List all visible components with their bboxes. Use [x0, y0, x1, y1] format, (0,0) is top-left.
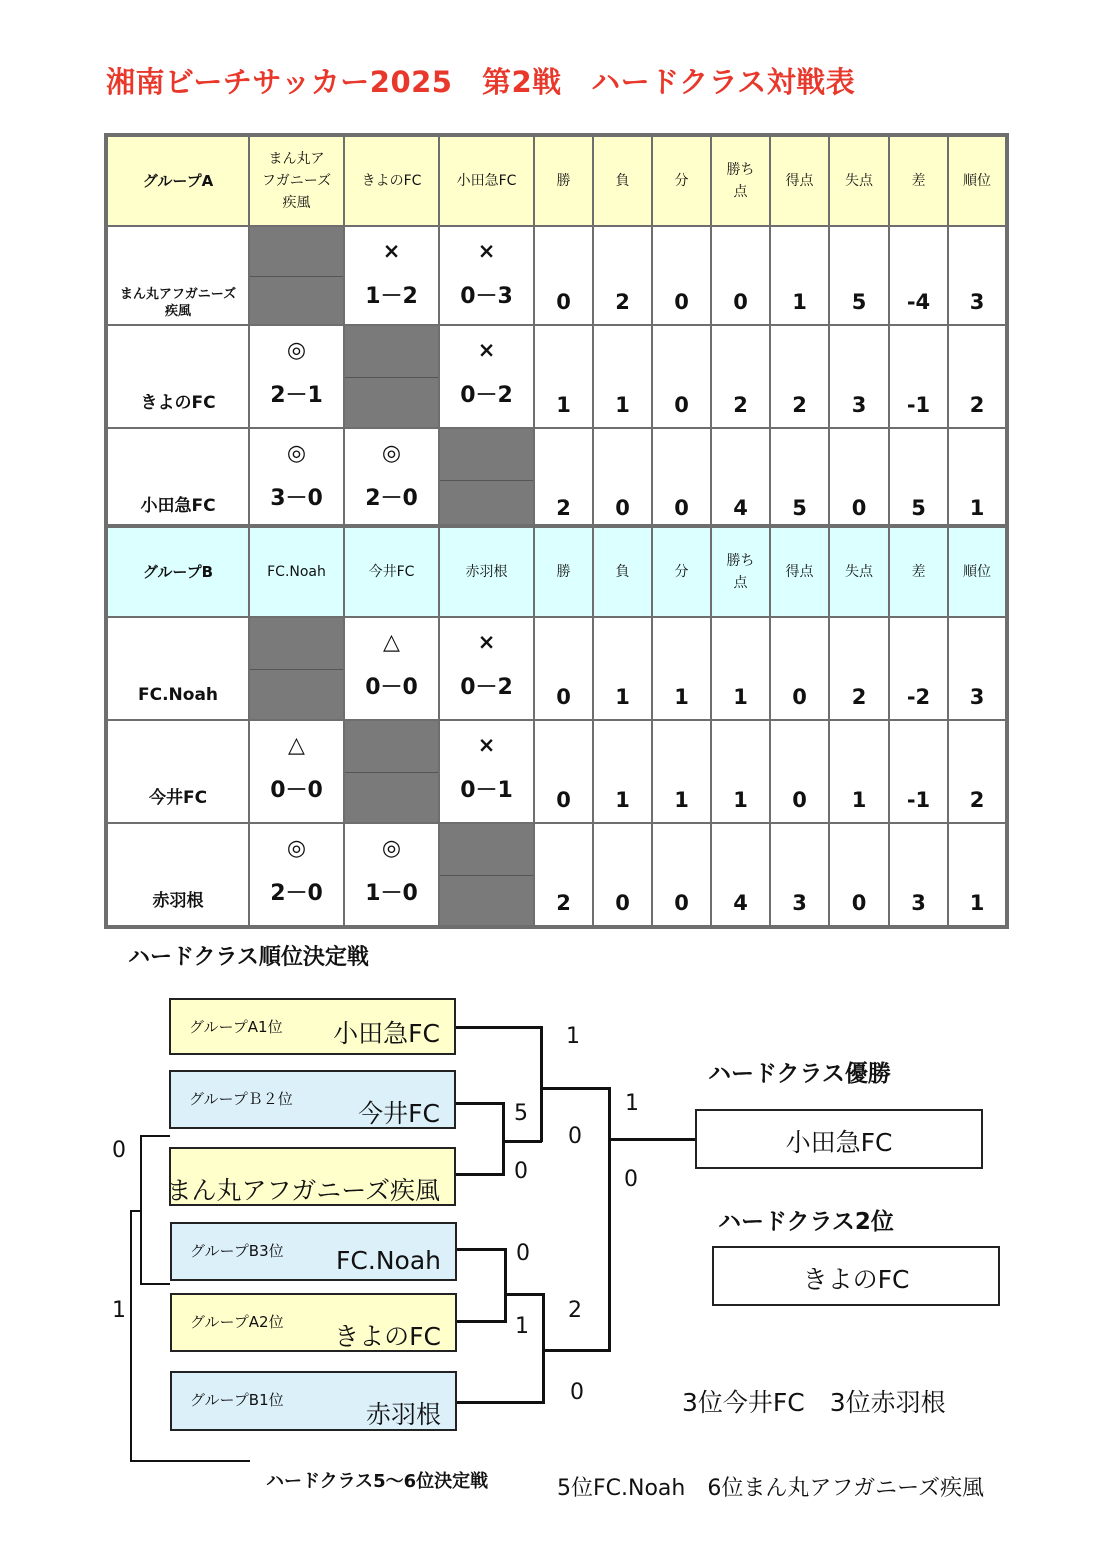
header-cell: 小田急FC	[439, 135, 534, 226]
stat-rank: 3	[948, 617, 1007, 720]
bracket-score: 0	[112, 1138, 126, 1163]
stat-draws: 0	[652, 226, 711, 325]
header-cell: 赤羽根	[439, 526, 534, 617]
entry-team: FC.Noah	[336, 1246, 441, 1275]
match-score: 0－0	[270, 778, 323, 803]
stat-goal-diff: -1	[889, 325, 948, 428]
entry-team: まん丸アフガニーズ疾風	[166, 1176, 440, 1205]
stat-goals-against: 0	[829, 428, 889, 532]
stat-losses: 1	[593, 720, 652, 823]
match-score: 0－2	[460, 383, 513, 408]
stat-losses: 2	[593, 226, 652, 325]
header-cell: きよのFC	[344, 135, 439, 226]
match-cell	[249, 428, 344, 532]
team-name: きよのFC	[106, 325, 249, 428]
bracket-line	[140, 1283, 170, 1285]
table-row	[106, 325, 1007, 428]
header-cell: まん丸ア フガニーズ 疾風	[249, 135, 344, 226]
self-match-cell	[249, 226, 344, 325]
stat-goals-against: 5	[829, 226, 889, 325]
entry-seed-label: グループA1位	[189, 1018, 283, 1036]
match-score: 2－0	[365, 486, 418, 511]
entry-team: 赤羽根	[365, 1400, 441, 1429]
stat-goals-for: 5	[770, 428, 829, 532]
stat-draws: 0	[652, 325, 711, 428]
match-score: 2－0	[270, 881, 323, 906]
bracket-score: 2	[568, 1298, 582, 1323]
match-cell	[344, 823, 439, 927]
match-cell	[439, 617, 534, 720]
stat-goals-for: 1	[770, 226, 829, 325]
stat-wins: 2	[534, 428, 593, 532]
bracket-entry	[169, 998, 456, 1055]
result-mark: △	[383, 630, 400, 655]
self-match-cell	[439, 823, 534, 927]
self-match-cell	[439, 428, 534, 532]
self-match-cell	[344, 720, 439, 823]
bracket-line	[457, 1401, 545, 1404]
stat-draws: 1	[652, 617, 711, 720]
table-row	[106, 226, 1007, 325]
stat-points: 1	[711, 720, 770, 823]
stat-losses: 1	[593, 325, 652, 428]
entry-seed-label: グループB1位	[190, 1391, 284, 1409]
team-name: 今井FC	[106, 720, 249, 823]
header-cell: 失点	[829, 526, 889, 617]
stat-points: 0	[711, 226, 770, 325]
stat-draws: 0	[652, 823, 711, 927]
header-cell: 差	[889, 526, 948, 617]
header-cell: 順位	[948, 526, 1007, 617]
team-name: FC.Noah	[106, 617, 249, 720]
stat-goals-for: 0	[770, 720, 829, 823]
place56-title: ハードクラス5〜6位決定戦	[266, 1471, 489, 1492]
stat-points: 2	[711, 325, 770, 428]
result-mark: ◎	[286, 836, 307, 861]
header-cell: 勝ち 点	[711, 526, 770, 617]
stat-goal-diff: -2	[889, 617, 948, 720]
stat-rank: 1	[948, 823, 1007, 927]
bracket-line	[130, 1460, 250, 1462]
table-row	[106, 720, 1007, 823]
stat-goals-against: 1	[829, 720, 889, 823]
match-cell	[439, 325, 534, 428]
table-row	[106, 617, 1007, 720]
group-a-table	[104, 133, 1009, 534]
group-b-label: グループB	[106, 526, 249, 617]
stat-losses: 0	[593, 428, 652, 532]
bracket-line	[502, 1102, 505, 1176]
match-cell	[344, 617, 439, 720]
group-b-table	[104, 524, 1009, 929]
stat-goals-against: 0	[829, 823, 889, 927]
match-cell	[249, 720, 344, 823]
bracket-score: 0	[516, 1241, 530, 1266]
bracket-score: 0	[624, 1167, 638, 1192]
match-score: 0－1	[460, 778, 513, 803]
bracket-line	[504, 1293, 544, 1296]
stat-goals-against: 2	[829, 617, 889, 720]
stat-goals-for: 3	[770, 823, 829, 927]
result-mark: ×	[477, 239, 496, 263]
entry-seed-label: グループＢ２位	[189, 1090, 293, 1108]
team-name: 赤羽根	[106, 823, 249, 927]
match-cell	[344, 428, 439, 532]
place56-result: 5位FC.Noah 6位まん丸アフガニーズ疾風	[557, 1476, 985, 1501]
result-mark: ×	[477, 338, 496, 362]
match-cell	[439, 226, 534, 325]
stat-goal-diff: -1	[889, 720, 948, 823]
header-cell: 分	[652, 526, 711, 617]
group-a-label: グループA	[106, 135, 249, 226]
header-cell: 勝	[534, 135, 593, 226]
match-score: 1－0	[365, 881, 418, 906]
header-cell: 順位	[948, 135, 1007, 226]
stat-rank: 2	[948, 720, 1007, 823]
result-mark: △	[288, 733, 305, 758]
bracket-line	[502, 1140, 542, 1143]
group-b-header-row	[106, 526, 1007, 617]
match-score: 2－1	[270, 383, 323, 408]
bracket-score: 1	[112, 1298, 126, 1323]
header-cell: 得点	[770, 526, 829, 617]
stat-rank: 3	[948, 226, 1007, 325]
result-mark: ◎	[286, 338, 307, 363]
stat-draws: 1	[652, 720, 711, 823]
bracket-line	[504, 1248, 507, 1323]
match-score: 0－0	[365, 675, 418, 700]
bracket-line	[456, 1102, 504, 1105]
stat-points: 1	[711, 617, 770, 720]
result-mark: ◎	[286, 441, 307, 466]
champion-box	[695, 1109, 983, 1169]
bracket-entry	[170, 1371, 457, 1431]
self-match-cell	[344, 325, 439, 428]
header-cell: 勝ち 点	[711, 135, 770, 226]
bracket-line	[457, 1248, 506, 1251]
stat-goals-against: 3	[829, 325, 889, 428]
second-box	[712, 1246, 1000, 1306]
page-title: 湘南ビーチサッカー2025 第2戦 ハードクラス対戦表	[106, 65, 856, 99]
match-cell	[249, 325, 344, 428]
stat-wins: 0	[534, 226, 593, 325]
bracket-line	[540, 1087, 610, 1090]
bracket-score: 5	[514, 1101, 528, 1126]
result-mark: ×	[477, 630, 496, 654]
header-cell: 負	[593, 135, 652, 226]
bracket-score: 1	[625, 1091, 639, 1116]
header-cell: 分	[652, 135, 711, 226]
entry-team: 小田急FC	[333, 1019, 440, 1048]
stat-goal-diff: 5	[889, 428, 948, 532]
match-cell	[344, 226, 439, 325]
bracket-entry	[170, 1222, 457, 1281]
stat-goal-diff: 3	[889, 823, 948, 927]
table-row	[106, 428, 1007, 532]
bracket-line	[456, 1026, 542, 1029]
match-score: 3－0	[270, 486, 323, 511]
table-row	[106, 823, 1007, 927]
stat-goals-for: 2	[770, 325, 829, 428]
result-mark: ×	[382, 239, 401, 263]
bracket-score: 1	[515, 1314, 529, 1339]
header-cell: 差	[889, 135, 948, 226]
second-title: ハードクラス2位	[718, 1209, 894, 1235]
stat-wins: 2	[534, 823, 593, 927]
bracket-line	[608, 1138, 696, 1141]
stat-losses: 1	[593, 617, 652, 720]
second-team: きよのFC	[802, 1265, 910, 1294]
header-cell: 負	[593, 526, 652, 617]
stat-wins: 0	[534, 720, 593, 823]
header-cell: 失点	[829, 135, 889, 226]
group-a-header-row	[106, 135, 1007, 226]
entry-team: 今井FC	[358, 1099, 440, 1128]
bracket-score: 1	[566, 1024, 580, 1049]
match-score: 0－3	[460, 284, 513, 309]
stat-goal-diff: -4	[889, 226, 948, 325]
bracket-line	[130, 1210, 132, 1462]
team-name: 小田急FC	[106, 428, 249, 532]
stat-rank: 2	[948, 325, 1007, 428]
third-place-text: 3位今井FC 3位赤羽根	[682, 1388, 946, 1417]
bracket-line	[456, 1173, 504, 1176]
stat-points: 4	[711, 823, 770, 927]
champion-team: 小田急FC	[785, 1128, 893, 1157]
result-mark: ◎	[381, 836, 402, 861]
stat-points: 4	[711, 428, 770, 532]
result-mark: ×	[477, 733, 496, 757]
match-score: 0－2	[460, 675, 513, 700]
bracket-line	[140, 1135, 170, 1137]
stat-draws: 0	[652, 428, 711, 532]
header-cell: 今井FC	[344, 526, 439, 617]
stat-wins: 0	[534, 617, 593, 720]
entry-team: きよのFC	[334, 1322, 441, 1351]
stat-rank: 1	[948, 428, 1007, 532]
result-mark: ◎	[381, 441, 402, 466]
stat-goals-for: 0	[770, 617, 829, 720]
header-cell: 得点	[770, 135, 829, 226]
match-cell	[439, 720, 534, 823]
bracket-score: 0	[568, 1124, 582, 1149]
header-cell: 勝	[534, 526, 593, 617]
bracket-line	[542, 1349, 611, 1352]
bracket-entry	[169, 1070, 456, 1129]
bracket-score: 0	[514, 1159, 528, 1184]
self-match-cell	[249, 617, 344, 720]
bracket-line	[542, 1293, 545, 1403]
match-cell	[249, 823, 344, 927]
bracket-title: ハードクラス順位決定戦	[128, 945, 369, 970]
header-cell: FC.Noah	[249, 526, 344, 617]
bracket-entry	[166, 1147, 456, 1206]
entry-seed-label: グループA2位	[190, 1313, 284, 1331]
bracket-score: 0	[570, 1380, 584, 1405]
stat-wins: 1	[534, 325, 593, 428]
entry-seed-label: グループB3位	[190, 1242, 284, 1260]
bracket-line	[608, 1087, 611, 1351]
team-name: まん丸アフガニーズ 疾風	[106, 226, 249, 325]
bracket-line	[540, 1026, 543, 1142]
champion-title: ハードクラス優勝	[708, 1061, 891, 1087]
stat-losses: 0	[593, 823, 652, 927]
bracket-line	[457, 1320, 506, 1323]
match-score: 1－2	[365, 284, 418, 309]
bracket-entry	[170, 1293, 457, 1352]
